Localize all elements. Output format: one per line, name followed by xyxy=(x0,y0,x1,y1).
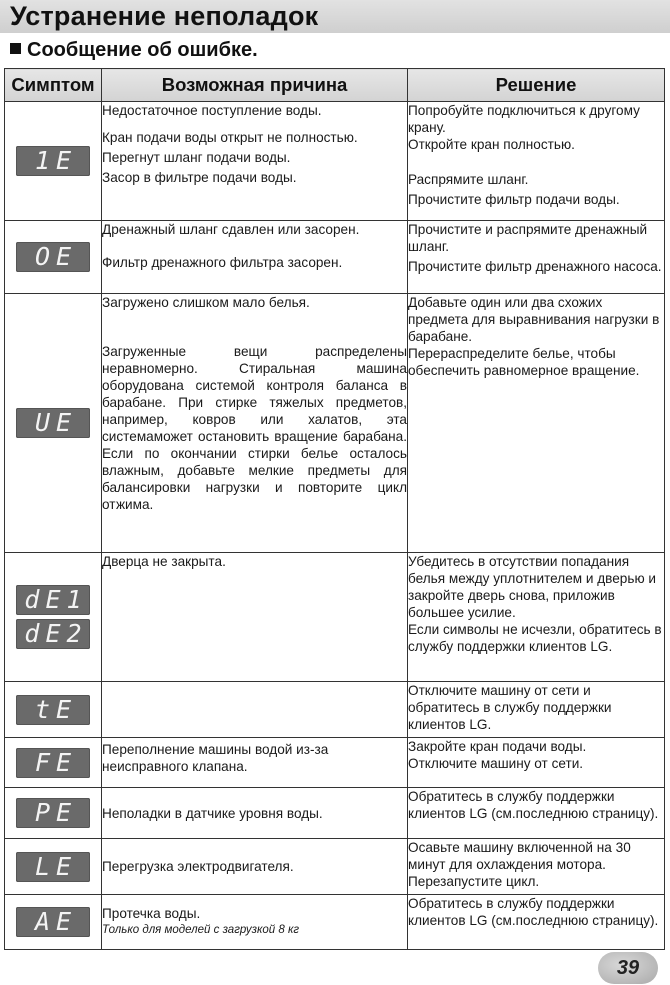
header-cause: Возможная причина xyxy=(102,69,408,102)
solution-text: Обратитесь в службу поддержки клиентов LG (см.последнюю страницу). xyxy=(408,896,659,928)
cause-text: Загружено слишком мало белья. xyxy=(102,295,310,310)
solution-text: Перезапустите цикл. xyxy=(408,874,540,889)
cause-cell xyxy=(102,294,408,553)
cause-text: Перегрузка электродвигателя. xyxy=(102,859,294,874)
symptom-cell xyxy=(5,788,102,839)
cause-text: Дренажный шланг сдавлен или засорен. xyxy=(102,222,360,237)
solution-text: Попробуйте подключиться к другому крану. xyxy=(408,103,640,135)
page-number: 39 xyxy=(616,957,640,979)
title-bar xyxy=(0,0,670,33)
solution-cell xyxy=(408,839,665,895)
solution-text: Отключите машину от сети и обратитесь в службу поддержки клиентов LG. xyxy=(408,683,612,732)
symptom-cell xyxy=(5,221,102,294)
error-code-display: dE2 xyxy=(16,619,90,649)
header-solution: Решение xyxy=(408,69,665,102)
section-heading xyxy=(10,39,258,62)
cause-cell xyxy=(102,895,408,950)
cause-cell xyxy=(102,102,408,221)
error-code-display: AE xyxy=(16,907,90,937)
cause-cell xyxy=(102,788,408,839)
solution-text: Прочистите фильтр подачи воды. xyxy=(408,192,620,207)
section-title: Сообщение об ошибке. xyxy=(27,39,258,61)
solution-cell xyxy=(408,553,665,682)
cause-text: Засор в фильтре подачи воды. xyxy=(102,170,297,185)
solution-text: Добавьте один или два схожих предмета для выравнивания нагрузки в барабане. xyxy=(408,295,660,344)
cause-text: Переполнение машины водой из-за неисправного клапана. xyxy=(102,742,329,774)
solution-cell xyxy=(408,294,665,553)
cause-text: Кран подачи воды открыт не полностью. xyxy=(102,130,358,145)
table-row xyxy=(5,788,665,839)
table-row xyxy=(5,294,665,553)
table-header-row xyxy=(5,69,665,102)
cause-text: Фильтр дренажного фильтра засорен. xyxy=(102,255,343,270)
solution-text: Отключите машину от сети. xyxy=(408,756,584,771)
model-note: Только для моделей с загрузкой 8 кг xyxy=(102,924,300,936)
error-code-display: UE xyxy=(16,408,90,438)
error-table xyxy=(4,68,665,950)
square-bullet-icon xyxy=(10,43,21,54)
error-code-display: PE xyxy=(16,798,90,828)
cause-cell xyxy=(102,839,408,895)
symptom-cell xyxy=(5,553,102,682)
table-row xyxy=(5,839,665,895)
cause-cell xyxy=(102,221,408,294)
error-code-display: OE xyxy=(16,242,90,272)
page-number-badge xyxy=(598,952,658,984)
error-code-display: FE xyxy=(16,748,90,778)
cause-text: Перегнут шланг подачи воды. xyxy=(102,150,291,165)
cause-cell xyxy=(102,682,408,738)
solution-cell xyxy=(408,788,665,839)
symptom-cell xyxy=(5,102,102,221)
symptom-cell xyxy=(5,738,102,788)
solution-text: Распрямите шланг. xyxy=(408,172,529,187)
solution-text: Убедитесь в отсутствии попадания белья между уплотнителем и дверью и закройте дверь снова, приложив большее усилие. xyxy=(408,554,657,620)
header-symptom: Симптом xyxy=(5,69,102,102)
solution-text: Прочистите фильтр дренажного насоса. xyxy=(408,259,662,274)
cause-text: Загруженные вещи распределены неравномерно. Стиральная машина оборудована системой контроля баланса в барабане. При стирке тяжелых предметов, например, ковров или халатов, эта системаможет остановить вращение барабана. Если по окончании стирки белье осталось влажным, добавьте мелкие предметы для балансировки нагрузки и повторите цикл отжима. xyxy=(102,344,407,512)
error-code-display: dE1 xyxy=(16,585,90,615)
symptom-cell xyxy=(5,682,102,738)
solution-cell xyxy=(408,102,665,221)
solution-cell xyxy=(408,682,665,738)
solution-cell xyxy=(408,895,665,950)
symptom-cell xyxy=(5,839,102,895)
table-row xyxy=(5,738,665,788)
table-row xyxy=(5,682,665,738)
table-row xyxy=(5,102,665,221)
table-row xyxy=(5,221,665,294)
table-row xyxy=(5,895,665,950)
solution-text: Если символы не исчезли, обратитесь в службу поддержки клиентов LG. xyxy=(408,622,662,654)
page-title: Устранение неполадок xyxy=(10,1,319,31)
symptom-cell xyxy=(5,294,102,553)
solution-text: Прочистите и распрямите дренажный шланг. xyxy=(408,222,648,254)
cause-cell xyxy=(102,553,408,682)
solution-text: Закройте кран подачи воды. xyxy=(408,739,587,754)
error-code-display: tE xyxy=(16,695,90,725)
solution-text: Перераспределите белье, чтобы обеспечить равномерное вращение. xyxy=(408,346,640,378)
solution-text: Откройте кран полностью. xyxy=(408,137,575,152)
error-code-display: LE xyxy=(16,852,90,882)
cause-text: Дверца не закрыта. xyxy=(102,554,226,569)
solution-text: Осавьте машину включенной на 30 минут для охлаждения мотора. xyxy=(408,840,631,872)
solution-cell xyxy=(408,221,665,294)
error-code-display: 1E xyxy=(16,146,90,176)
cause-text: Неполадки в датчике уровня воды. xyxy=(102,805,323,821)
cause-text: Недостаточное поступление воды. xyxy=(102,103,322,118)
cause-cell xyxy=(102,738,408,788)
table-row xyxy=(5,553,665,682)
symptom-cell xyxy=(5,895,102,950)
solution-cell xyxy=(408,738,665,788)
solution-text: Обратитесь в службу поддержки клиентов LG (см.последнюю страницу). xyxy=(408,789,659,821)
cause-text: Протечка воды. xyxy=(102,906,201,921)
